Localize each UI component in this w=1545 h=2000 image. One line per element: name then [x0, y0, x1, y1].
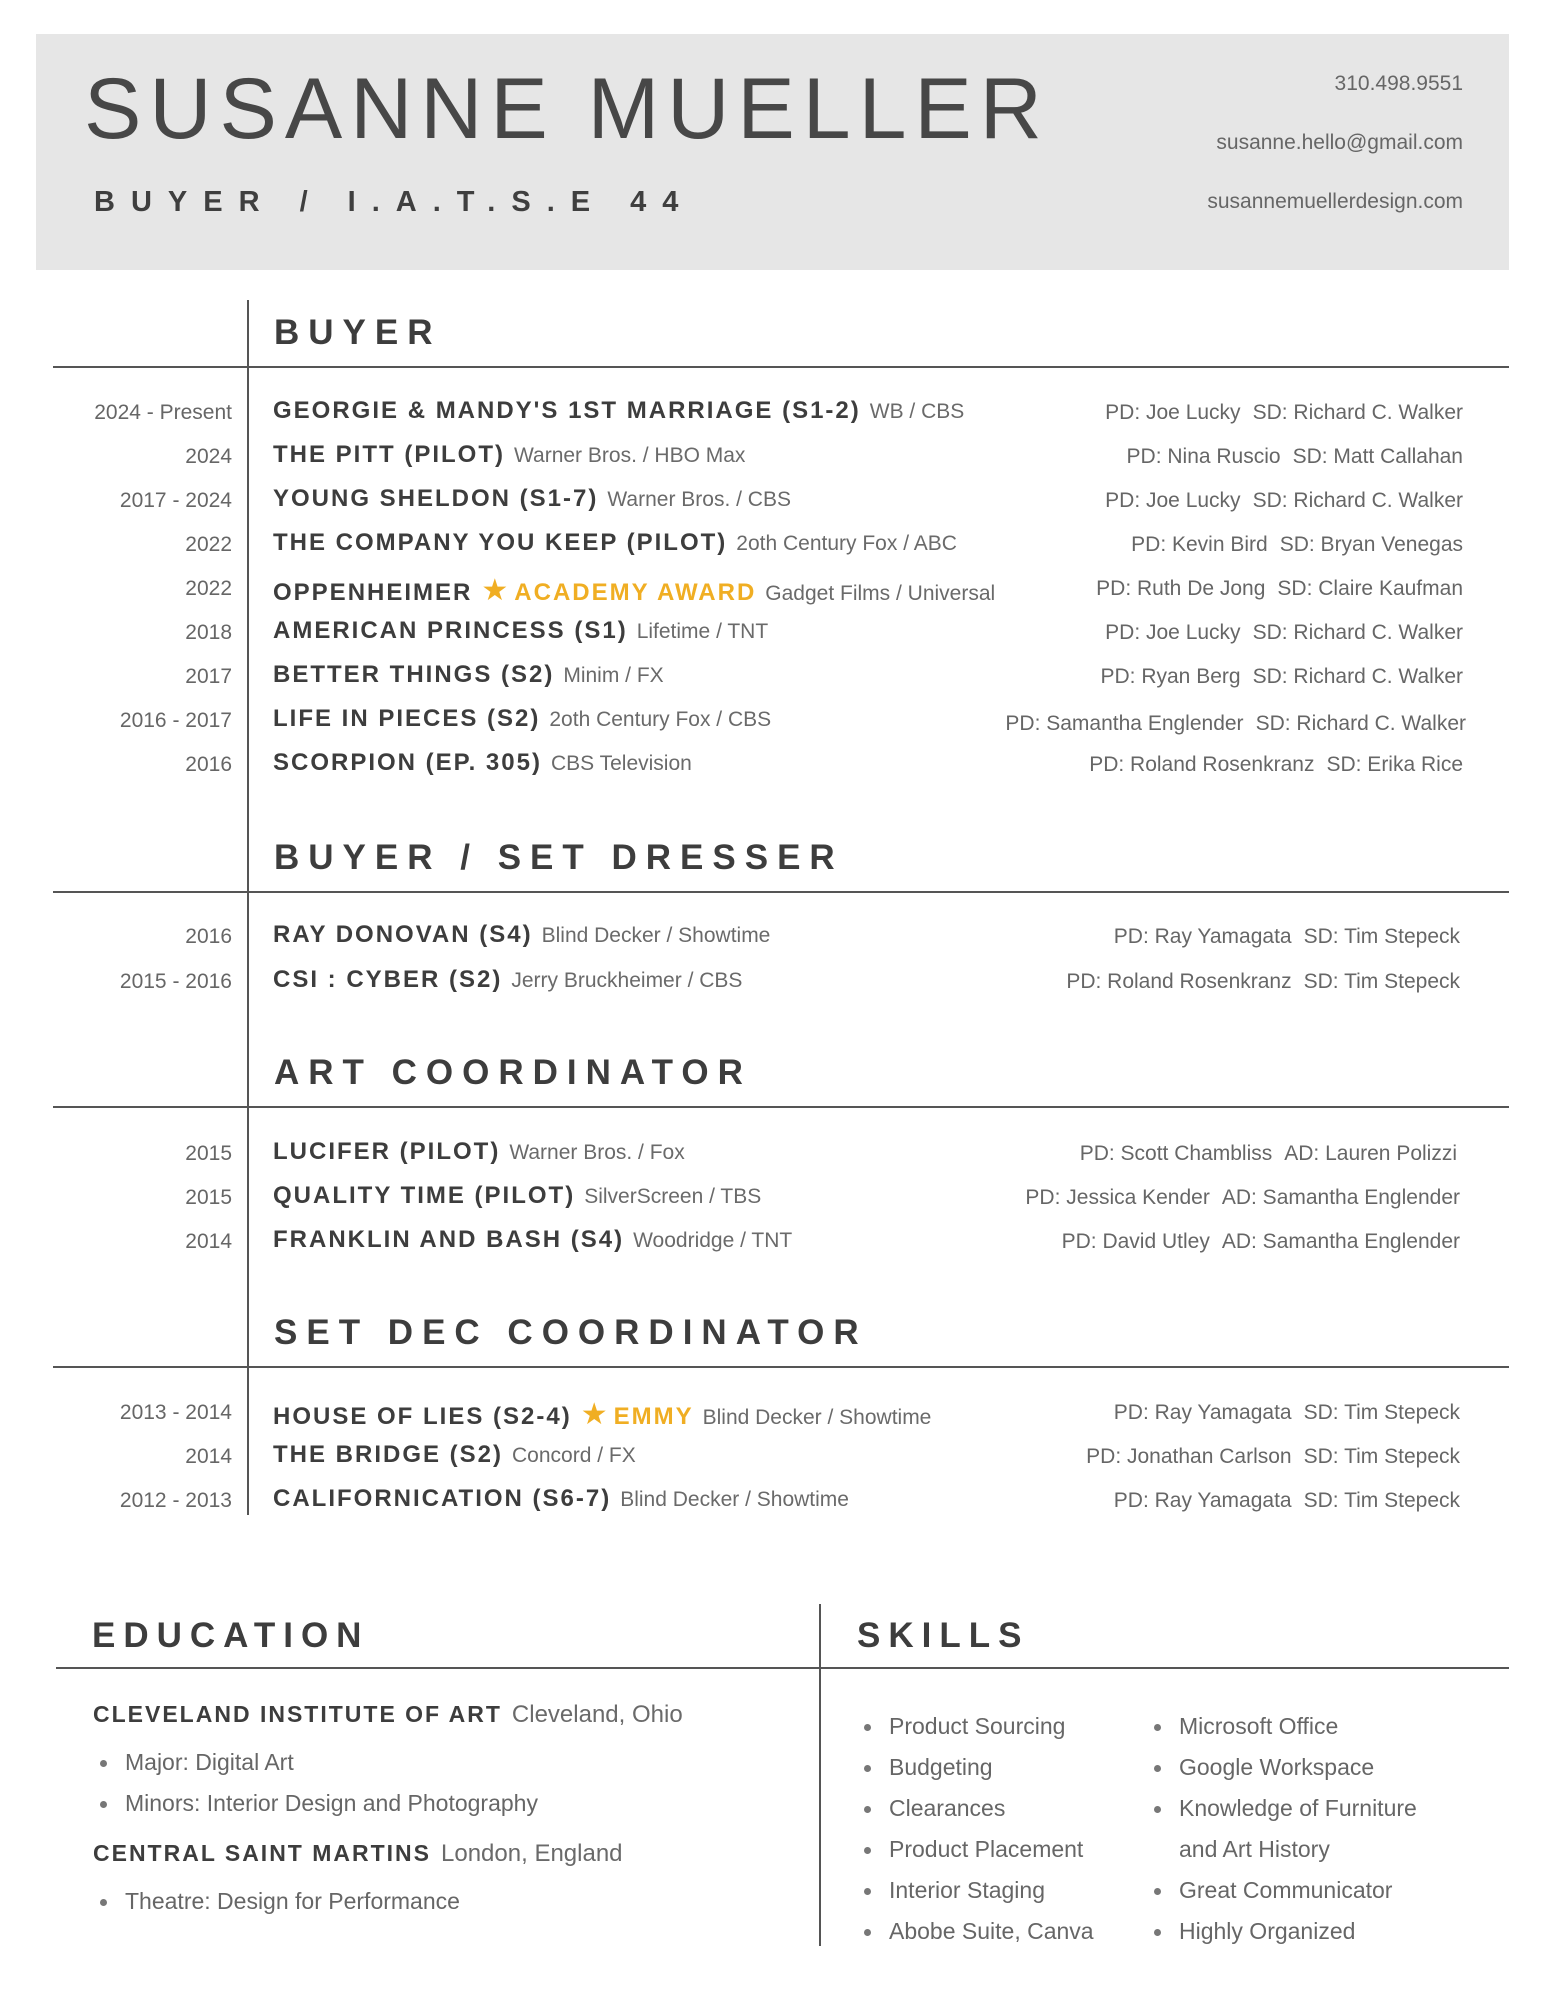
skill-item: Interior Staging — [858, 1870, 1094, 1911]
job-info — [273, 705, 771, 733]
set-decorator: SD: Richard C. Walker — [1252, 621, 1463, 644]
set-decorator: SD: Erika Rice — [1326, 753, 1463, 776]
job-title: SCORPION (EP. 305) — [273, 749, 542, 776]
set-decorator: SD: Richard C. Walker — [1252, 401, 1463, 424]
job-title: YOUNG SHELDON (S1-7) — [273, 485, 599, 512]
set-decorator: SD: Richard C. Walker — [1255, 712, 1466, 735]
website-link[interactable]: susannemuellerdesign.com — [1207, 190, 1463, 213]
job-crew — [1105, 401, 1463, 425]
job-info — [273, 921, 770, 949]
job-title: THE PITT (PILOT) — [273, 441, 505, 468]
art-director: AD: Samantha Englender — [1221, 1186, 1460, 1209]
job-info — [273, 397, 964, 425]
set-decorator: SD: Tim Stepeck — [1303, 925, 1460, 948]
job-title: GEORGIE & MANDY'S 1ST MARRIAGE (S1-2) — [273, 397, 861, 424]
job-years: 2018 — [185, 621, 232, 644]
job-years: 2022 — [185, 577, 232, 600]
job-row — [0, 962, 1545, 1002]
job-info — [273, 573, 995, 608]
school-location: London, England — [441, 1840, 623, 1867]
job-title: THE COMPANY YOU KEEP (PILOT) — [273, 529, 728, 556]
set-decorator: SD: Richard C. Walker — [1252, 665, 1463, 688]
star-icon: ★ — [580, 1398, 608, 1431]
production-designer: PD: Kevin Bird — [1131, 533, 1268, 556]
production-designer: PD: Samantha Englender — [1005, 712, 1244, 735]
job-info — [273, 441, 745, 469]
job-title: QUALITY TIME (PILOT) — [273, 1182, 576, 1209]
candidate-name: SUSANNE MUELLER — [84, 61, 1050, 157]
skill-item: Budgeting — [858, 1747, 1094, 1788]
job-row — [0, 917, 1545, 957]
job-info — [273, 1182, 761, 1210]
job-crew — [1066, 970, 1460, 994]
skill-item: Knowledge of Furniture — [1148, 1788, 1417, 1829]
production-designer: PD: Joe Lucky — [1105, 621, 1241, 644]
section-title-buyer-set-dresser: BUYER / SET DRESSER — [274, 838, 844, 877]
job-info — [273, 617, 768, 645]
header-banner — [36, 34, 1509, 270]
section-title-skills: SKILLS — [857, 1616, 1030, 1655]
job-title: LIFE IN PIECES (S2) — [273, 705, 541, 732]
production-designer: PD: Ryan Berg — [1100, 665, 1241, 688]
list-item: Minors: Interior Design and Photography — [94, 1783, 538, 1824]
job-studio: Blind Decker / Showtime — [702, 1406, 932, 1429]
job-crew — [1114, 925, 1460, 949]
production-designer: PD: Ray Yamagata — [1113, 1401, 1292, 1424]
job-years: 2024 - Present — [94, 401, 232, 424]
production-designer: PD: Ray Yamagata — [1113, 1489, 1292, 1512]
set-decorator: SD: Tim Stepeck — [1303, 1401, 1460, 1424]
job-info — [273, 1226, 792, 1254]
job-info — [273, 1397, 931, 1432]
job-title: BETTER THINGS (S2) — [273, 661, 555, 688]
job-years: 2015 - 2016 — [119, 970, 232, 993]
skills-list-right — [1148, 1706, 1417, 1952]
candidate-subtitle: BUYER / I.A.T.S.E 44 — [94, 186, 695, 218]
production-designer: PD: Ray Yamagata — [1113, 925, 1292, 948]
production-designer: PD: Joe Lucky — [1105, 401, 1241, 424]
job-row — [0, 745, 1545, 785]
award-label: ACADEMY AWARD — [514, 579, 757, 606]
job-info — [273, 529, 957, 557]
job-crew — [1086, 1445, 1460, 1469]
job-row — [0, 1222, 1545, 1262]
school-details — [94, 1881, 460, 1922]
job-row — [0, 1393, 1545, 1433]
skill-item: Microsoft Office — [1148, 1706, 1417, 1747]
job-row — [0, 701, 1545, 741]
job-row — [0, 657, 1545, 697]
school-name: CLEVELAND INSTITUTE OF ART — [93, 1701, 502, 1727]
school-heading — [93, 1701, 683, 1729]
section-rule — [53, 1106, 1509, 1108]
job-studio: Lifetime / TNT — [636, 620, 769, 643]
job-years: 2017 — [185, 665, 232, 688]
job-crew — [1105, 489, 1463, 513]
job-title: CALIFORNICATION (S6-7) — [273, 1485, 612, 1512]
job-crew — [1105, 621, 1463, 645]
section-rule — [56, 1667, 1509, 1669]
set-decorator: SD: Matt Callahan — [1292, 445, 1463, 468]
job-crew — [1114, 1489, 1460, 1513]
job-years: 2015 — [185, 1142, 232, 1165]
job-row — [0, 1437, 1545, 1477]
skill-item: Clearances — [858, 1788, 1094, 1829]
skill-item: Product Placement — [858, 1829, 1094, 1870]
set-decorator: SD: Bryan Venegas — [1279, 533, 1463, 556]
job-studio: Blind Decker / Showtime — [541, 924, 771, 947]
list-item: Major: Digital Art — [94, 1742, 538, 1783]
job-studio: 2oth Century Fox / ABC — [736, 532, 957, 555]
job-title: RAY DONOVAN (S4) — [273, 921, 533, 948]
job-crew — [1025, 1186, 1460, 1210]
job-studio: Blind Decker / Showtime — [620, 1488, 849, 1511]
set-decorator: SD: Claire Kaufman — [1277, 577, 1463, 600]
set-decorator: SD: Richard C. Walker — [1252, 489, 1463, 512]
phone-number[interactable]: 310.498.9551 — [1334, 72, 1463, 95]
job-row — [0, 393, 1545, 433]
job-years: 2017 - 2024 — [119, 489, 232, 512]
job-studio: Warner Bros. / HBO Max — [513, 444, 746, 467]
section-rule — [53, 1366, 1509, 1368]
art-director: AD: Samantha Englender — [1221, 1230, 1460, 1253]
skill-item: Google Workspace — [1148, 1747, 1417, 1788]
job-studio: Jerry Bruckheimer / CBS — [511, 969, 743, 992]
job-studio: CBS Television — [550, 752, 692, 775]
job-years: 2015 — [185, 1186, 232, 1209]
job-studio: 2oth Century Fox / CBS — [549, 708, 772, 731]
job-studio: SilverScreen / TBS — [584, 1185, 762, 1208]
job-row — [0, 1481, 1545, 1521]
email-address[interactable]: susanne.hello@gmail.com — [1216, 131, 1463, 154]
skill-item: Product Sourcing — [858, 1706, 1094, 1747]
job-studio: Warner Bros. / CBS — [607, 488, 791, 511]
skill-item: Great Communicator — [1148, 1870, 1417, 1911]
skill-item-continuation: and Art History — [1179, 1836, 1330, 1862]
job-title: AMERICAN PRINCESS (S1) — [273, 617, 628, 644]
production-designer: PD: Joe Lucky — [1105, 489, 1241, 512]
award-label: EMMY — [613, 1403, 694, 1430]
job-crew — [1096, 577, 1463, 601]
job-crew — [1131, 533, 1463, 557]
art-director: AD: Lauren Polizzi — [1284, 1142, 1457, 1165]
set-decorator: SD: Tim Stepeck — [1303, 1445, 1460, 1468]
production-designer: PD: Scott Chambliss — [1079, 1142, 1273, 1165]
job-crew — [1089, 753, 1463, 777]
production-designer: PD: Ruth De Jong — [1096, 577, 1266, 600]
job-title: HOUSE OF LIES (S2-4) — [273, 1403, 572, 1430]
job-info — [273, 749, 692, 777]
job-years: 2014 — [185, 1445, 232, 1468]
job-studio: Concord / FX — [512, 1444, 636, 1467]
job-crew — [1005, 712, 1466, 736]
job-row — [0, 481, 1545, 521]
production-designer: PD: David Utley — [1061, 1230, 1210, 1253]
job-years: 2024 — [185, 445, 232, 468]
job-years: 2016 — [185, 753, 232, 776]
job-crew — [1101, 665, 1464, 689]
job-row — [0, 1134, 1545, 1174]
production-designer: PD: Roland Rosenkranz — [1066, 970, 1292, 993]
school-heading — [93, 1840, 623, 1868]
skills-list-left — [858, 1706, 1094, 1952]
job-studio: Gadget Films / Universal — [765, 582, 996, 605]
set-decorator: SD: Tim Stepeck — [1303, 1489, 1460, 1512]
section-rule — [53, 366, 1509, 368]
job-crew — [1127, 445, 1463, 469]
job-info — [273, 1138, 685, 1166]
job-crew — [1114, 1401, 1460, 1425]
school-name: CENTRAL SAINT MARTINS — [93, 1840, 432, 1866]
job-years: 2016 — [185, 925, 232, 948]
job-studio: Minim / FX — [563, 664, 664, 687]
job-row — [0, 525, 1545, 565]
job-studio: WB / CBS — [869, 400, 965, 423]
skill-item: Highly Organized — [1148, 1911, 1417, 1952]
job-row — [0, 613, 1545, 653]
job-years: 2013 - 2014 — [119, 1401, 232, 1424]
production-designer: PD: Jessica Kender — [1025, 1186, 1210, 1209]
job-title: FRANKLIN AND BASH (S4) — [273, 1226, 625, 1253]
section-title-art-coordinator: ART COORDINATOR — [274, 1053, 752, 1092]
job-info — [273, 966, 742, 994]
job-info — [273, 661, 664, 689]
section-title-set-dec-coordinator: SET DEC COORDINATOR — [274, 1313, 868, 1352]
job-years: 2014 — [185, 1230, 232, 1253]
school-location: Cleveland, Ohio — [511, 1701, 683, 1728]
star-icon: ★ — [481, 574, 509, 607]
job-info — [273, 1441, 636, 1469]
production-designer: PD: Roland Rosenkranz — [1089, 753, 1315, 776]
production-designer: PD: Nina Ruscio — [1126, 445, 1281, 468]
job-years: 2012 - 2013 — [119, 1489, 232, 1512]
set-decorator: SD: Tim Stepeck — [1303, 970, 1460, 993]
job-info — [273, 485, 791, 513]
job-years: 2016 - 2017 — [119, 709, 232, 732]
job-row — [0, 569, 1545, 609]
production-designer: PD: Jonathan Carlson — [1086, 1445, 1292, 1468]
job-years: 2022 — [185, 533, 232, 556]
job-crew — [1062, 1230, 1460, 1254]
job-row — [0, 1178, 1545, 1218]
section-title-education: EDUCATION — [92, 1616, 370, 1655]
school-details — [94, 1742, 538, 1824]
section-rule — [53, 891, 1509, 893]
job-crew — [1080, 1142, 1457, 1166]
job-title: CSI : CYBER (S2) — [273, 966, 503, 993]
job-title: THE BRIDGE (S2) — [273, 1441, 504, 1468]
skill-item: Abobe Suite, Canva — [858, 1911, 1094, 1952]
job-info — [273, 1485, 849, 1513]
list-item: Theatre: Design for Performance — [94, 1881, 460, 1922]
section-title-buyer: BUYER — [274, 313, 442, 352]
job-studio: Warner Bros. / Fox — [509, 1141, 685, 1164]
column-divider — [819, 1604, 821, 1946]
job-title: OPPENHEIMER — [273, 579, 473, 606]
job-row — [0, 437, 1545, 477]
job-studio: Woodridge / TNT — [633, 1229, 793, 1252]
job-title: LUCIFER (PILOT) — [273, 1138, 501, 1165]
